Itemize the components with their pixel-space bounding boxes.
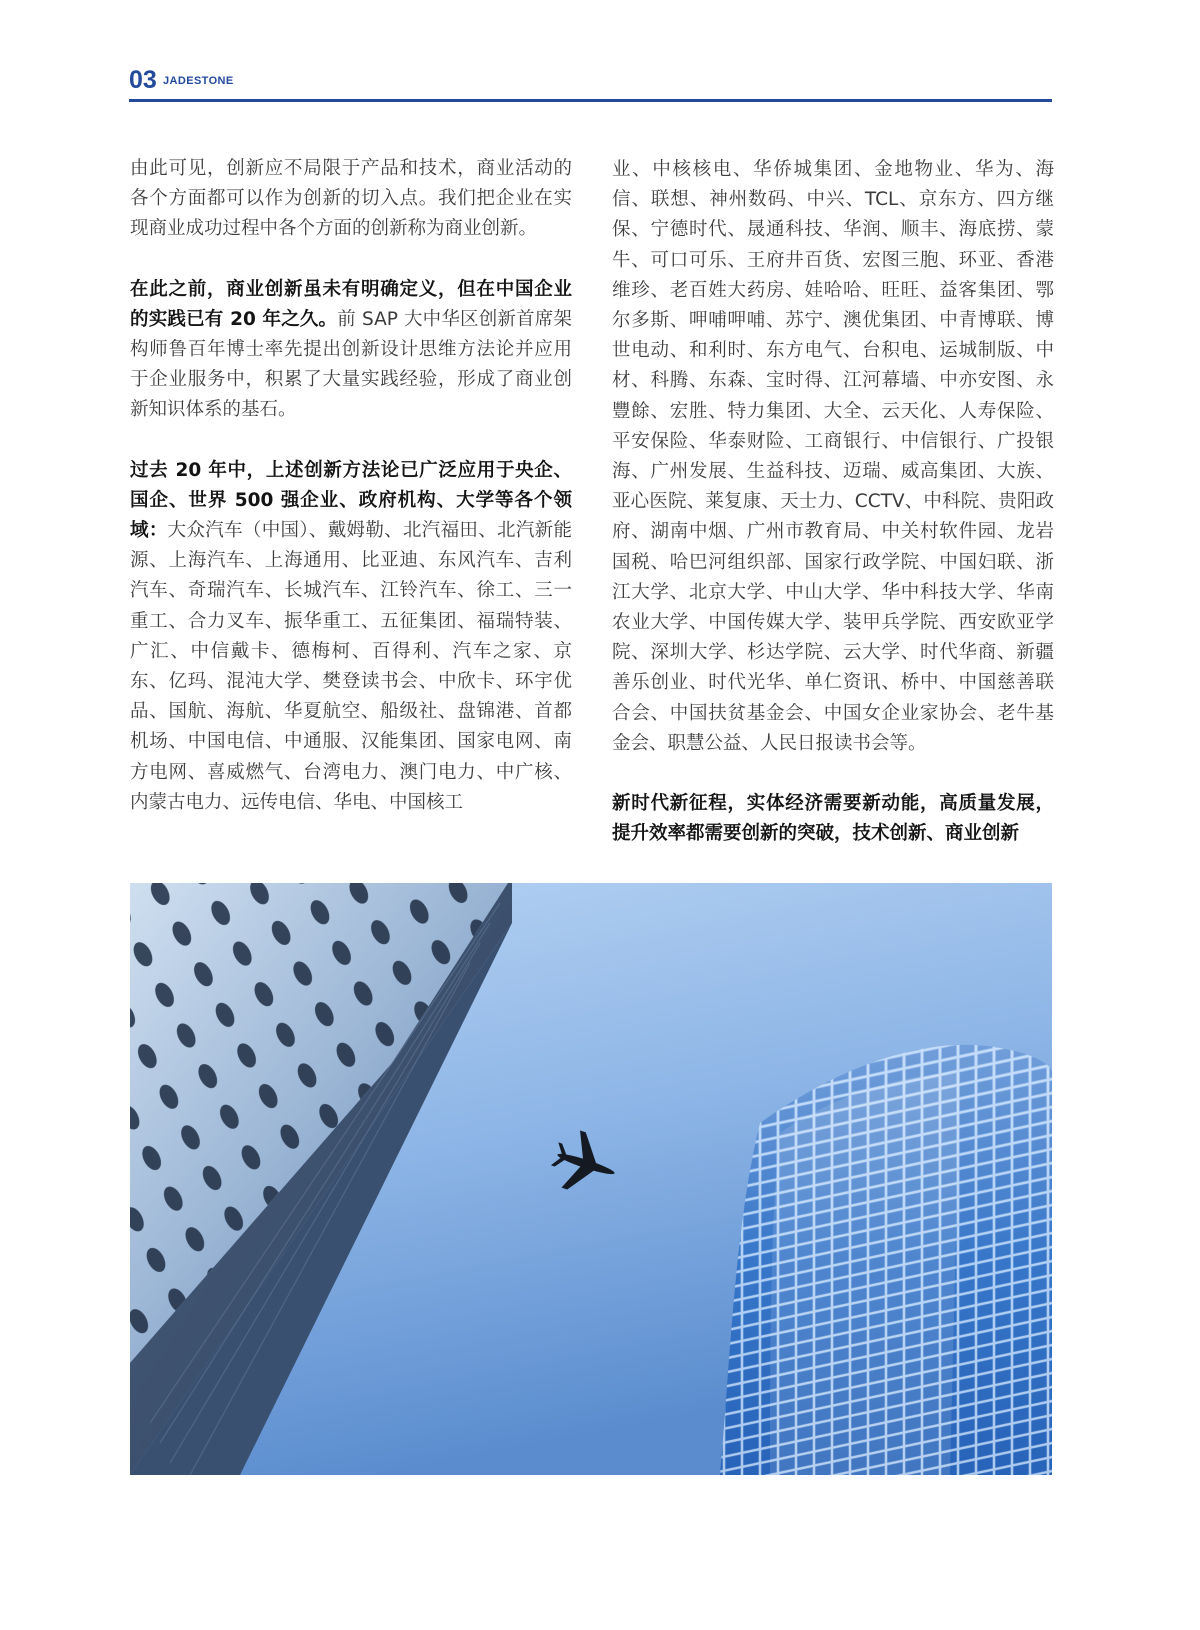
- right-building-highlight: [770, 1073, 960, 1475]
- paragraph-clients-list: 大众汽车（中国）、戴姆勒、北汽福田、北汽新能源、上海汽车、上海通用、比亚迪、东风汽车、吉利汽车、奇瑞汽车、长城汽车、江铃汽车、徐工、三一重工、合力叉车、振华重工、五征集团、福瑞特装、广汇、中信戴卡、德梅柯、百得利、汽车之家、京东、亿玛、混沌大学、樊登读书会、中欣卡、环宇优品、国航、海航、华夏航空、船级社、盘锦港、首都机场、中国电信、中通服、汉能集团、国家电网、南方电网、喜威燃气、台湾电力、澳门电力、中广核、内蒙古电力、远传电信、华电、中国核工: [130, 520, 572, 813]
- paragraph-clients: [130, 456, 572, 818]
- paragraph-new-era-lead: 新时代新征程，实体经济需要新动能，高质量发展，提升效率都需要创新的突破，技术创新、商业创新: [612, 793, 1054, 845]
- paragraph-clients-cont: 业、中核核电、华侨城集团、金地物业、华为、海信、联想、神州数码、中兴、TCL、京东方、四方继保、宁德时代、晟通科技、华润、顺丰、海底捞、蒙牛、可口可乐、王府井百货、宏图三胞、环亚、香港维珍、老百姓大药房、娃哈哈、旺旺、益客集团、鄂尔多斯、呷哺呷哺、苏宁、澳优集团、中青博联、博世电动、和利时、东方电气、台积电、运城制版、中材、科腾、东森、宝时得、江河幕墙、中亦安图、永豐餘、宏胜、特力集团、大全、云天化、人寿保险、平安保险、华泰财险、工商银行、中信银行、广投银海、广州发展、生益科技、迈瑞、威高集团、大族、亚心医院、莱复康、天士力、CCTV、中科院、贵阳政府、湖南中烟、广州市教育局、中关村软件园、龙岩国税、哈巴河组织部、国家行政学院、中国妇联、浙江大学、北京大学、中山大学、华中科技大学、华南农业大学、中国传媒大学、装甲兵学院、西安欧亚学院、深圳大学、杉达学院、云大学、时代华商、新疆善乐创业、时代光华、单仁资讯、桥中、中国慈善联合会、中国扶贫基金会、中国女企业家协会、老牛基金会、职慧公益、人民日报读书会等。: [612, 159, 1054, 754]
- paragraph-intro: 由此可见，创新应不局限于产品和技术，商业活动的各个方面都可以作为创新的切入点。我们把企业在实现商业成功过程中各个方面的创新称为商业创新。: [130, 158, 572, 240]
- paragraph-history-lead: 在此之前，商业创新虽未有明确定义，但在中国企业的实践已有 20 年之久。: [130, 278, 572, 330]
- skyscraper-photo: [130, 883, 1052, 1475]
- page-number: 03: [129, 66, 157, 94]
- paragraph-clients-lead: 过去 20 年中，上述创新方法论已广泛应用于央企、国企、世界 500 强企业、政府机构、大学等各个领域：: [130, 459, 572, 542]
- paragraph-history: [130, 275, 572, 426]
- right-column: [612, 155, 1054, 849]
- header-rule: [129, 99, 1052, 102]
- brand-name: JADESTONE: [163, 75, 234, 87]
- page-header: [129, 64, 1052, 104]
- paragraph-new-era: [612, 789, 1054, 849]
- skyscraper-illustration: [130, 883, 1052, 1475]
- paragraph-history-body: 前 SAP 大中华区创新首席架构师鲁百年博士率先提出创新设计思维方法论并应用于企业服务中，积累了大量实践经验，形成了商业创新知识体系的基石。: [130, 308, 572, 421]
- left-column: [130, 154, 572, 818]
